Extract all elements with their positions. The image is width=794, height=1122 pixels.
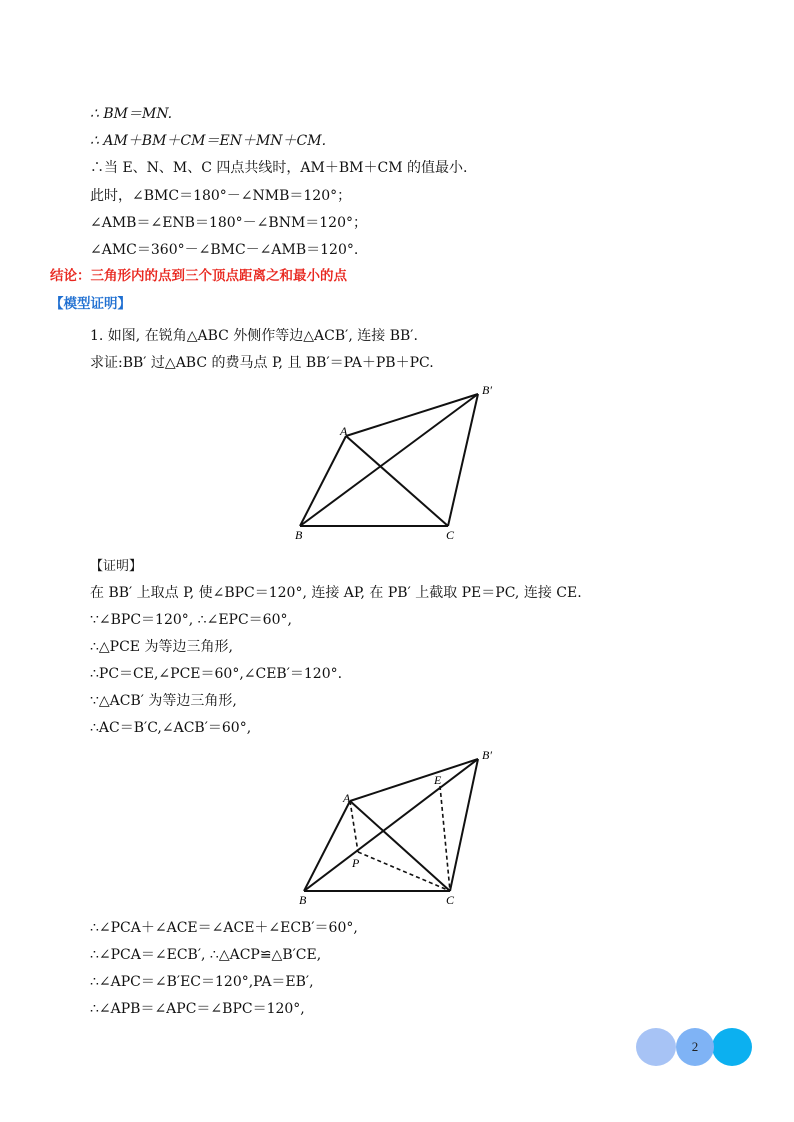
- label-b: B: [299, 893, 307, 907]
- label-b: B: [295, 528, 303, 542]
- question-line: 1. 如图, 在锐角△ABC 外侧作等边△ACB′, 连接 BB′.: [90, 328, 418, 344]
- question-line: 求证:BB′ 过△ABC 的费马点 P, 且 BB′＝PA＋PB＋PC.: [90, 355, 434, 371]
- text-line: 此时，∠BMC＝180°－∠NMB＝120°；: [90, 188, 352, 204]
- segment-ab-prime: [346, 394, 478, 436]
- segment-bb-prime: [304, 759, 478, 891]
- text-line: ∴ AM＋BM＋CM＝EN＋MN＋CM.: [90, 133, 327, 149]
- proof-line: ∴∠APC＝∠B′EC＝120°,PA＝EB′,: [90, 974, 314, 990]
- proof-line: ∴∠PCA＝∠ECB′, ∴△ACP≌△B′CE,: [90, 947, 322, 963]
- text-line: ∠AMB＝∠ENB＝180°－∠BNM＝120°；: [90, 215, 367, 231]
- page-number: 2: [691, 1039, 699, 1054]
- proof-line: ∴AC＝B′C,∠ACB′＝60°,: [90, 720, 252, 736]
- label-b-prime: B′: [482, 748, 492, 762]
- label-e: E: [434, 773, 442, 787]
- proof-line: 在 BB′ 上取点 P, 使∠BPC＝120°, 连接 AP, 在 PB′ 上截取 PE＝PC, 连接 CE.: [90, 585, 582, 601]
- proof-line: ∴△PCE 为等边三角形,: [90, 639, 233, 655]
- segment-ab: [304, 801, 350, 891]
- section-heading: 【模型证明】: [50, 296, 131, 312]
- label-p: P: [352, 856, 360, 870]
- proof-line: ∵△ACB′ 为等边三角形,: [90, 693, 237, 709]
- text-line: ∴当 E、N、M、C 四点共线时，AM＋BM＋CM 的值最小.: [90, 160, 468, 176]
- page-badge-circle: [636, 1028, 676, 1066]
- label-c: C: [446, 528, 455, 542]
- dashed-ap: [350, 801, 358, 852]
- proof-line: ∴∠PCA＋∠ACE＝∠ACE＋∠ECB′＝60°,: [90, 920, 358, 936]
- text-line: ∴ BM＝MN.: [90, 106, 173, 122]
- segment-cb-prime: [450, 759, 478, 891]
- proof-heading: 【证明】: [90, 559, 143, 574]
- proof-line: ∴∠APB＝∠APC＝∠BPC＝120°,: [90, 1001, 305, 1017]
- segment-ac: [350, 801, 450, 891]
- page-badge-circle: [712, 1028, 752, 1066]
- label-c: C: [446, 893, 455, 907]
- figure-1: [290, 380, 500, 545]
- conclusion-text: 结论：三角形内的点到三个顶点距离之和最小的点: [50, 268, 347, 284]
- label-b-prime: B′: [482, 383, 492, 397]
- segment-bb-prime: [300, 394, 478, 526]
- segment-ab-prime: [350, 759, 478, 801]
- figure-2: [290, 745, 500, 910]
- segment-ab: [300, 436, 346, 526]
- proof-line: ∴PC＝CE,∠PCE＝60°,∠CEB′＝120°.: [90, 666, 343, 682]
- label-a: A: [340, 424, 348, 438]
- dashed-pc: [358, 852, 450, 891]
- dashed-ec: [440, 786, 450, 891]
- text-line: ∠AMC＝360°－∠BMC－∠AMB＝120°.: [90, 242, 359, 258]
- proof-line: ∵∠BPC＝120°, ∴∠EPC＝60°,: [90, 612, 292, 628]
- label-a: A: [343, 791, 351, 805]
